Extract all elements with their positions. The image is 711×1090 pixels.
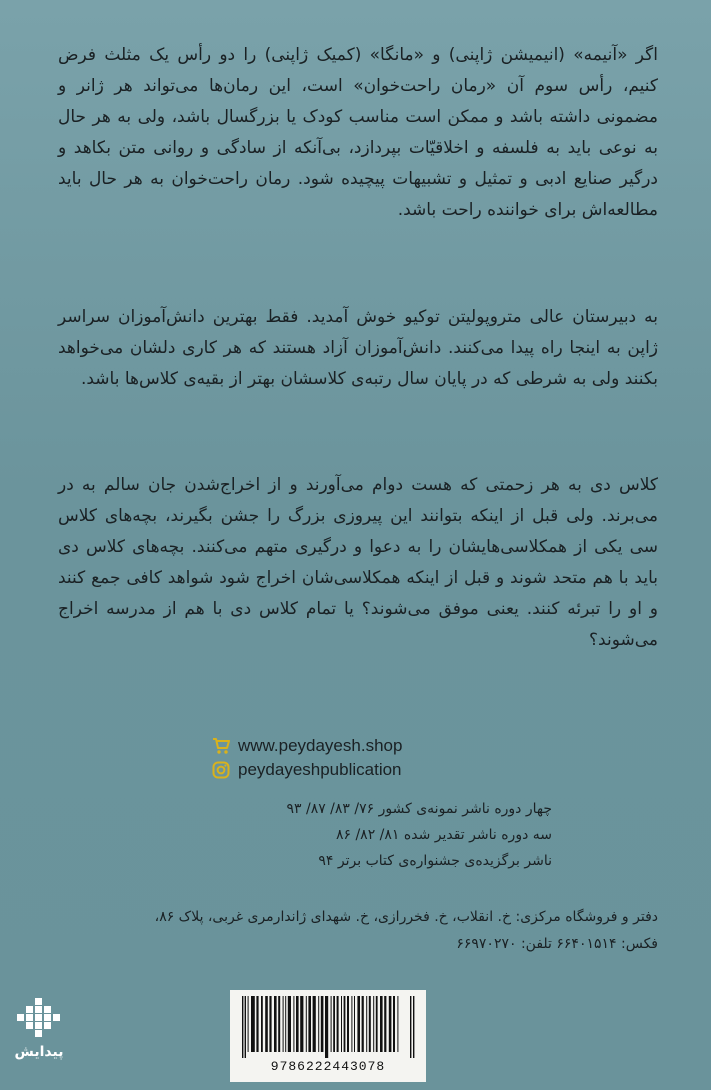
barcode-bar	[269, 996, 271, 1052]
barcode-bar	[397, 996, 398, 1052]
isbn-barcode	[230, 990, 426, 1082]
barcode-bar	[274, 996, 277, 1052]
barcode-bar	[393, 996, 395, 1052]
barcode-bar	[331, 996, 332, 1052]
barcode-bar	[347, 996, 349, 1052]
barcode-bar	[362, 996, 364, 1052]
blurb-paragraph-school: به دبیرستان عالی متروپولیتن توکیو خوش آمدید. فقط بهترین دانش‌آموزان سراسر ژاپن به اینجا راه پیدا می‌کنند. دانش‌آموزان آزاد هستند که هر کاری دلشان می‌خواهد بکنند ولی به شرطی که در پایان سال رتبه‌ی کلاسشان بهتر از بقیه‌ی کلاس‌ها باشد.	[58, 307, 658, 389]
barcode-bar	[288, 996, 291, 1052]
barcode-bar	[380, 996, 383, 1052]
barcode-bar	[278, 996, 280, 1052]
award-line: چهار دوره ناشر نمونه‌ی کشور ۷۶/ ۸۳/ ۸۷/ ۹۳	[286, 801, 552, 817]
barcode-bar	[325, 996, 328, 1058]
barcode-bar	[285, 996, 286, 1052]
barcode-bar	[341, 996, 342, 1052]
barcode-bar	[333, 996, 335, 1052]
blurb-paragraph-intro: اگر «آنیمه» (انیمیشن ژاپنی) و «مانگا» (کمیک ژاپنی) را دو رأس یک مثلث فرض کنیم، رأس سوم آن «رمان راحت‌خوان» است، این رمان‌ها می‌تواند هر ژانر و مضمونی داشته باشد و ممکن است مناسب کودک یا بزرگسال باشد، ولی به هر حال به نوعی باید به فلسفه و اخلاقیّات بپردازد، بی‌آنکه از سادگی و روانی متن بکاهد و درگیر صنایع ادبی و تمثیل و تشبیهات پیچیده شود. رمان راحت‌خوان به هر حال باید مطالعه‌اش برای خواننده راحت باشد.	[58, 45, 658, 220]
address-line: دفتر و فروشگاه مرکزی: خ. انقلاب، خ. فخررازی، خ. شهدای ژاندارمری غربی، پلاک ۸۶،	[154, 909, 658, 925]
barcode-bar	[256, 996, 258, 1052]
phone-fax-line: فکس: ۶۶۴۰۱۵۱۴ تلفن: ۶۶۹۷۰۲۷۰	[456, 936, 658, 952]
barcode-bar	[245, 996, 246, 1058]
barcode-bar	[357, 996, 360, 1052]
barcode-bar	[283, 996, 284, 1052]
publisher-logo-icon	[17, 998, 61, 1042]
instagram-handle: peydayeshpublication	[238, 760, 402, 779]
barcode-bar	[296, 996, 299, 1052]
barcode-bar	[265, 996, 268, 1052]
publisher-logo	[4, 998, 74, 1068]
barcode-bar	[293, 996, 294, 1052]
website-url: www.peydayesh.shop	[238, 736, 403, 755]
instagram-icon	[212, 761, 230, 779]
barcode-bar	[384, 996, 386, 1052]
barcode-bar	[369, 996, 371, 1052]
barcode-bar	[389, 996, 392, 1052]
barcode-bar	[321, 996, 324, 1052]
award-line: سه دوره ناشر تقدیر شده ۸۱/ ۸۲/ ۸۶	[335, 827, 552, 843]
barcode-bar	[313, 996, 316, 1052]
barcode-bar	[306, 996, 307, 1052]
barcode-bar	[308, 996, 311, 1052]
barcode-bar	[337, 996, 339, 1052]
barcode-bar	[410, 996, 411, 1058]
barcode-bar	[251, 996, 255, 1052]
award-line: ناشر برگزیده‌ی جشنواره‌ی کتاب برتر ۹۴	[318, 853, 552, 869]
barcode-bar	[318, 996, 319, 1052]
barcode-icon	[240, 996, 416, 1058]
barcode-bar	[242, 996, 243, 1058]
barcode-bar	[413, 996, 414, 1058]
publisher-address	[60, 904, 658, 958]
barcode-bar	[376, 996, 378, 1052]
barcode-bar	[344, 996, 346, 1052]
shopping-cart-icon	[212, 737, 230, 755]
barcode-bar	[354, 996, 355, 1052]
publisher-awards	[150, 796, 552, 874]
barcode-bar	[366, 996, 367, 1052]
blurb-paragraph-plot: کلاس دی به هر زحمتی که هست دوام می‌آورند و از اخراج‌شدن جان سالم به در می‌برند. ولی قبل از اینکه بتوانند این پیروزی بزرگ را جشن بگیرند، بچه‌های کلاس سی یکی از همکلاسی‌هایشان را به دعوا و درگیری متهم می‌کنند. بچه‌های کلاس دی باید با هم متحد شوند و قبل از اینکه همکلاسی‌شان اخراج شود شواهد کافی جمع کنند و او را تبرئه کنند. یعنی موفق می‌شوند؟ یا تمام کلاس دی با هم از مدرسه اخراج می‌شوند؟	[58, 475, 658, 650]
isbn-digits: 9786222443078	[270, 1059, 386, 1074]
instagram-link[interactable]	[212, 760, 402, 780]
barcode-bar	[300, 996, 303, 1052]
barcode-bar	[351, 996, 352, 1052]
barcode-bar	[248, 996, 249, 1052]
website-link[interactable]	[212, 736, 402, 756]
barcode-bar	[373, 996, 374, 1052]
barcode-bar	[261, 996, 263, 1052]
publisher-name: پیدایش	[14, 1044, 64, 1060]
